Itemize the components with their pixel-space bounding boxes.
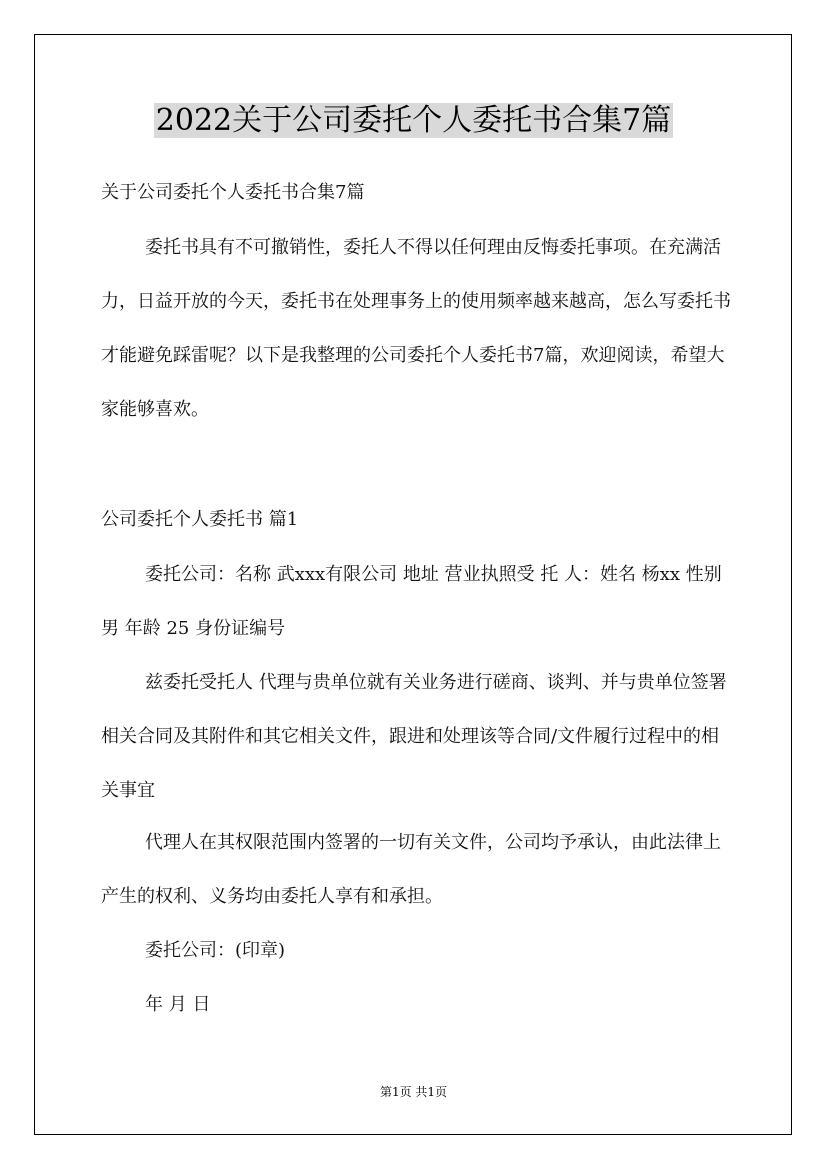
paragraph-2: 兹委托受托人 代理与贵单位就有关业务进行磋商、谈判、并与贵单位签署相关合同及其附件和其它相关文件，跟进和处理该等合同/文件履行过程中的相关事宜 — [101, 672, 727, 801]
document-title — [0, 98, 827, 144]
seal-line: 委托公司：(印章) — [145, 940, 286, 961]
paragraph-1: 委托公司：名称 武xxx有限公司 地址 营业执照受 托 人：姓名 杨xx 性别 男 年龄 25 身份证编号 — [101, 564, 722, 639]
date-line: 年 月 日 — [145, 994, 211, 1015]
document-subtitle: 关于公司委托个人委托书合集7篇 — [101, 182, 365, 203]
paragraph-3: 代理人在其权限范围内签署的一切有关文件，公司均予承认，由此法律上产生的权利、义务均由委托人享有和承担。 — [101, 832, 721, 907]
page-footer: 第1页 共1页 — [379, 1085, 448, 1099]
document-title-text: 2022关于公司委托个人委托书合集7篇 — [155, 103, 672, 138]
intro-paragraph: 委托书具有不可撤销性，委托人不得以任何理由反悔委托事项。在充满活力，日益开放的今天，委托书在处理事务上的使用频率越来越高，怎么写委托书才能避免踩雷呢？以下是我整理的公司委托个人委托书7篇，欢迎阅读，希望大家能够喜欢。 — [101, 237, 731, 420]
section-title: 公司委托个人委托书 篇1 — [101, 509, 299, 530]
